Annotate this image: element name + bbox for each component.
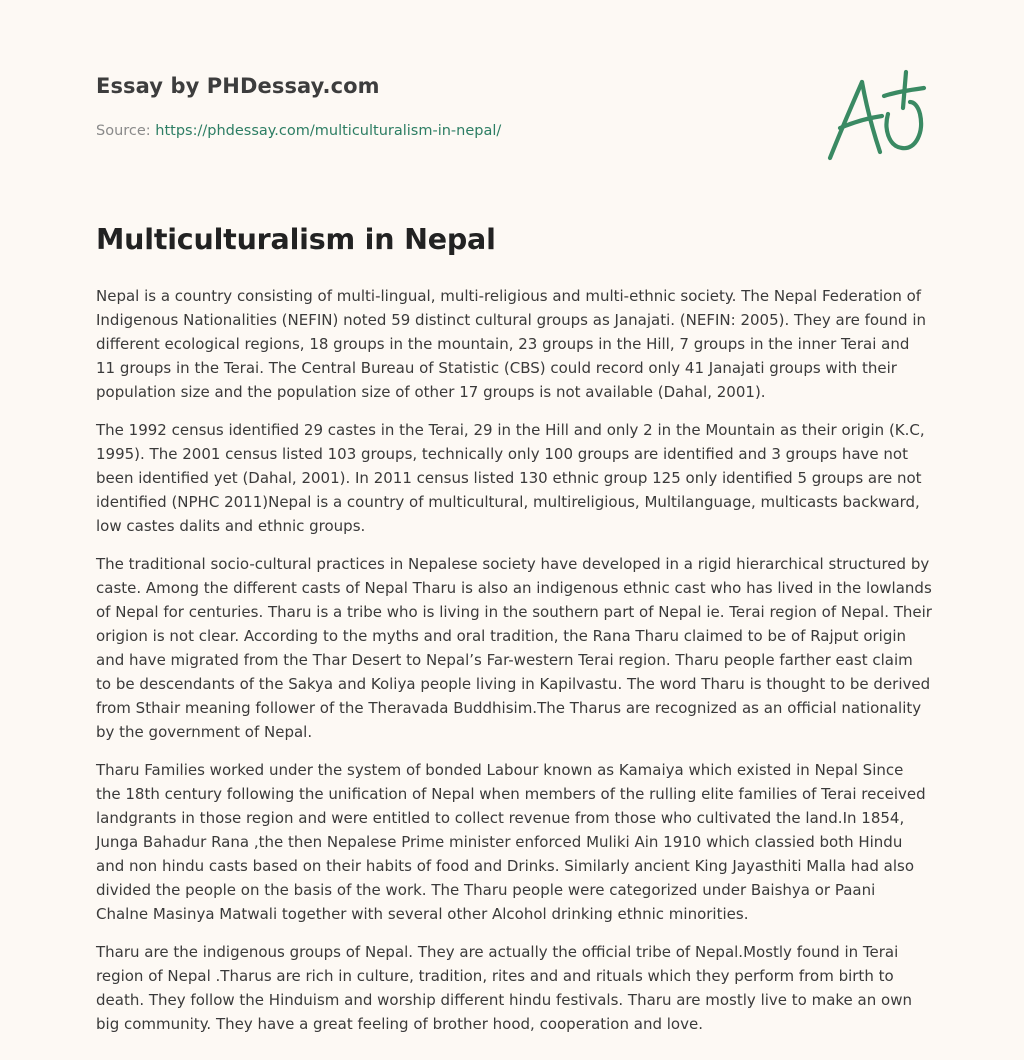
essay-paragraph: The 1992 census identified 29 castes in the Terai, 29 in the Hill and only 2 in the Mountain as their origin (K.C, 1995). The 2001 census listed 103 groups, technically only 100 groups are identified and 3 groups have not been identified yet (Dahal, 2001). In 2011 census listed 130 ethnic group 125 only identified 5 groups are not identified (NPHC 2011)Nepal is a country of multicultural, multireligious, Multilanguage, multicasts backward, low castes dalits and ethnic groups. — [96, 421, 925, 535]
essay-paragraph: Nepal is a country consisting of multi-lingual, multi-religious and multi-ethnic society. The Nepal Federation of Indigenous Nationalities (NEFIN) noted 59 distinct cultural groups as Janajati. (NEFIN: 2005). They are found in different ecological regions, 18 groups in the mountain, 23 groups in the Hill, 7 groups in the inner Terai and 11 groups in the Terai. The Central Bureau of Statistic (CBS) could record only 41 Janajati groups with their population size and the population size of other 17 groups is not available (Dahal, 2001). — [96, 287, 927, 401]
essay-body — [96, 284, 932, 1050]
essay-paragraph: Tharu Families worked under the system of bonded Labour known as Kamaiya which existed in Nepal Since the 18th century following the unification of Nepal when members of the rulling elite families of Terai received landgrants in those region and were entitled to collect revenue from those who cultivated the land.In 1854, Junga Bahadur Rana ,the then Nepalese Prime minister enforced Muliki Ain 1910 which classied both Hindu and non hindu casts based on their habits of food and Drinks. Similarly ancient King Jayasthiti Malla had also divided the people on the basis of the work. The Tharu people were categorized under Baishya or Paani Chalne Masinya Matwali together with several other Alcohol drinking ethnic minorities. — [96, 761, 926, 923]
source-label: Source: — [96, 123, 151, 139]
essay-title: Multiculturalism in Nepal — [96, 223, 496, 256]
source-line — [96, 123, 501, 139]
source-link[interactable]: https://phdessay.com/multiculturalism-in-nepal/ — [155, 123, 502, 139]
essay-paragraph: Tharu are the indigenous groups of Nepal. They are actually the official tribe of Nepal.Mostly found in Terai region of Nepal .Tharus are rich in culture, tradition, rites and and rituals which they perform from birth to death. They follow the Hinduism and worship different hindu festivals. Tharu are mostly live to make an own big community. They have a great feeling of brother hood, cooperation and love. — [96, 943, 912, 1033]
site-brand: Essay by PHDessay.com — [96, 74, 380, 98]
essay-paragraph: The traditional socio-cultural practices in Nepalese society have developed in a rigid hierarchical structured by caste. Among the different casts of Nepal Tharu is also an indigenous ethnic cast who has lived in the lowlands of Nepal for centuries. Tharu is a tribe who is living in the southern part of Nepal ie. Terai region of Nepal. Their origion is not clear. According to the myths and oral tradition, the Rana Tharu claimed to be of Rajput origin and have migrated from the Thar Desert to Nepal’s Far-western Terai region. Tharu people farther east claim to be descendants of the Sakya and Koliya people living in Kapilvastu. The word Tharu is thought to be derived from Sthair meaning follower of the Theravada Buddhisim.The Tharus are recognized as an official nationality by the government of Nepal. — [96, 555, 932, 741]
a-plus-grade-icon — [820, 66, 930, 166]
